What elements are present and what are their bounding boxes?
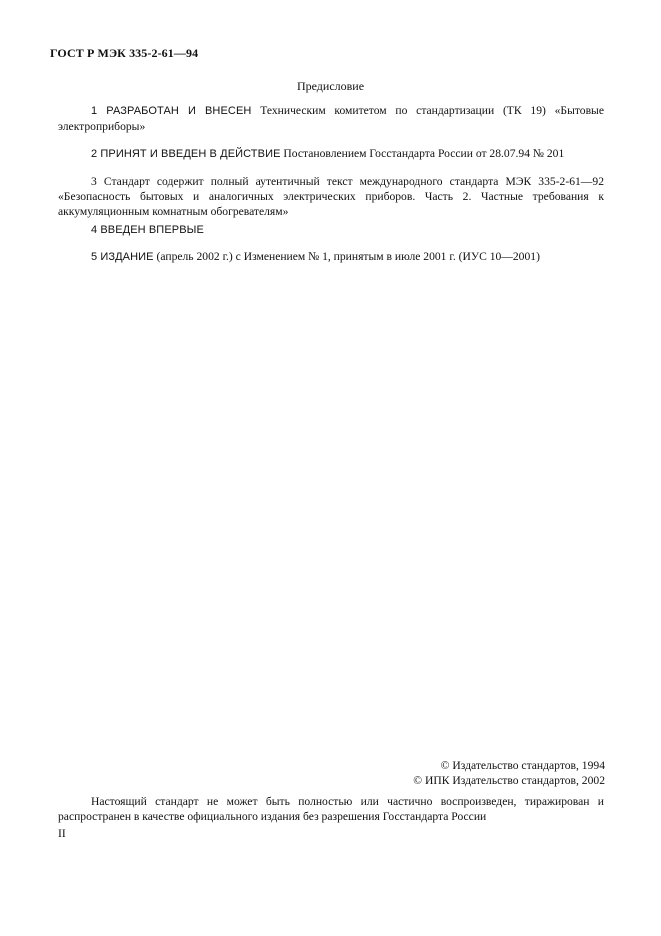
preface-item-5-lead: 5 ИЗДАНИЕ [91, 251, 154, 263]
preface-item-3-line-2: «Безопасность бытовых и аналогичных электрических приборов. Часть 2. Частные требования к [58, 190, 604, 203]
preface-item-3-line-3: аккумуляционным комнатным обогревателям» [58, 205, 289, 218]
page-number: II [58, 827, 66, 840]
notice-line-1: Настоящий стандарт не может быть полностью или частично воспроизведен, тиражирован и [91, 795, 604, 808]
preface-item-5 [58, 249, 604, 265]
notice-line-2: распространен в качестве официального издания без разрешения Госстандарта России [58, 809, 487, 823]
preface-item-4-lead: 4 ВВЕДЕН ВПЕРВЫЕ [91, 224, 204, 236]
preface-title: Предисловие [296, 79, 365, 93]
preface-item-1-line-2: электроприборы» [58, 120, 146, 133]
preface-item-4 [58, 222, 604, 238]
preface-item-5-text: (апрель 2002 г.) с Изменением № 1, принятым в июле 2001 г. (ИУС 10—2001) [153, 250, 540, 263]
copyright-block [413, 759, 605, 788]
preface-item-1-lead: 1 РАЗРАБОТАН И ВНЕСЕН [91, 105, 252, 117]
copyright-line-2: © ИПК Издательство стандартов, 2002 [413, 773, 605, 787]
preface-item-3-line-1: 3 Стандарт содержит полный аутентичный текст международного стандарта МЭК 335-2-61—92 [91, 175, 604, 188]
document-code: ГОСТ Р МЭК 335-2-61—94 [50, 46, 199, 60]
reproduction-notice [58, 795, 604, 824]
preface-item-1-line-1 [58, 103, 604, 119]
copyright-line-1: © Издательство стандартов, 1994 [440, 759, 605, 772]
preface-item-2-text: Постановлением Госстандарта России от 28.07.94 № 201 [280, 147, 565, 160]
preface-item-2 [58, 146, 604, 162]
preface-item-3 [58, 174, 604, 219]
preface-item-1 [58, 103, 604, 134]
preface-item-1-text: Техническим комитетом по стандартизации (ТК 19) «Бытовые [251, 104, 604, 117]
preface-item-2-lead: 2 ПРИНЯТ И ВВЕДЕН В ДЕЙСТВИЕ [91, 148, 281, 160]
